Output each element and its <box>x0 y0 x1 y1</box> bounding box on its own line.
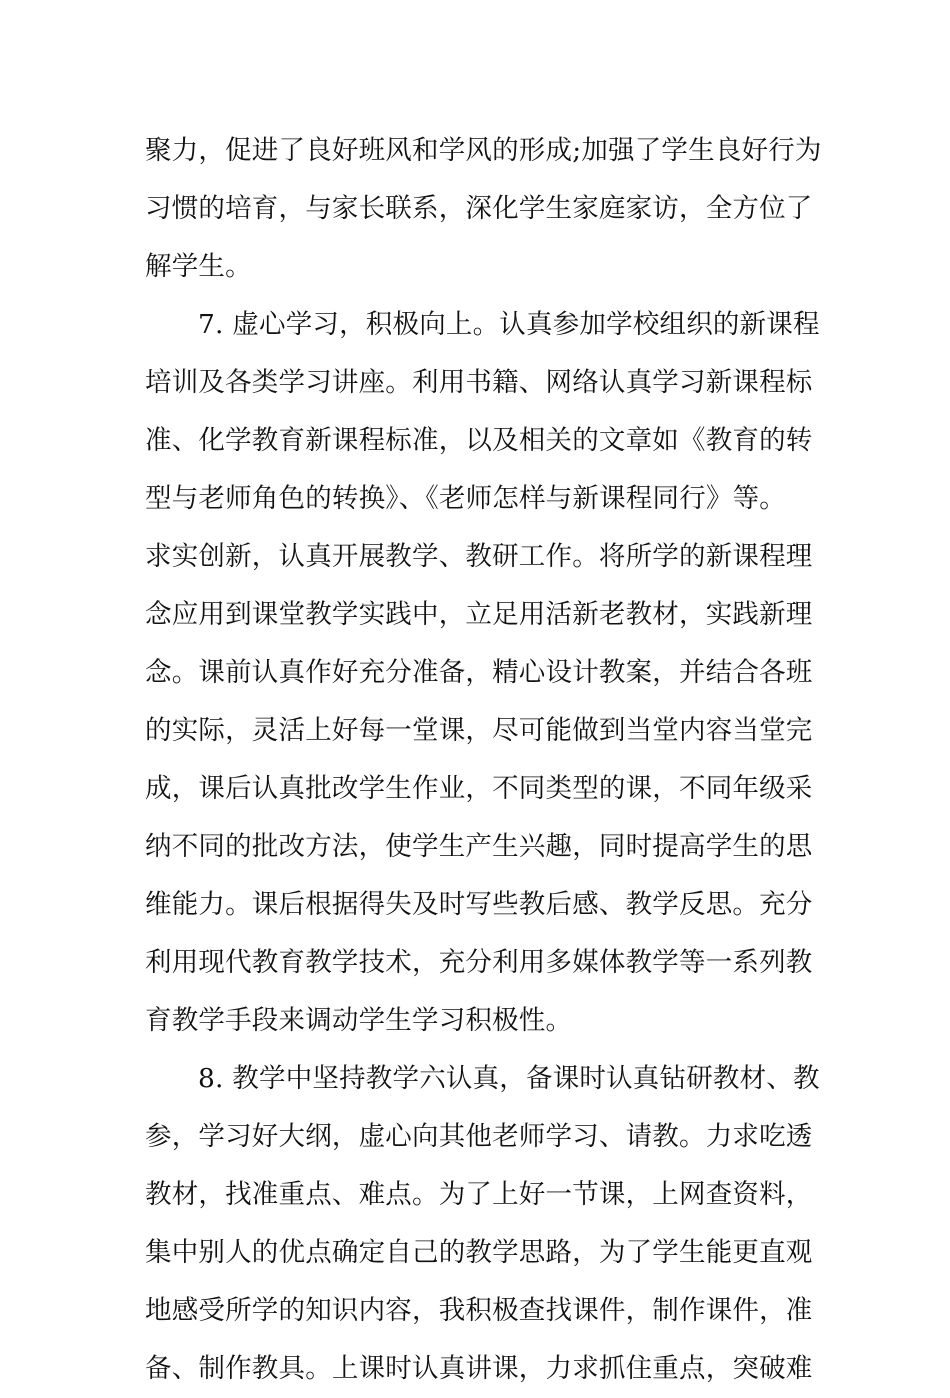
text-line: 7. 虚心学习，积极向上。认真参加学校组织的新课程 <box>198 309 820 340</box>
text-line: 地感受所学的知识内容，我积极查找课件，制作课件，准 <box>145 1295 813 1326</box>
text-line: 育教学手段来调动学生学习积极性。 <box>145 1005 573 1036</box>
text-line: 习惯的培育，与家长联系，深化学生家庭家访，全方位了 <box>145 193 813 224</box>
text-line: 8. 教学中坚持教学六认真，备课时认真钻研教材、教 <box>198 1063 820 1094</box>
text-line: 参，学习好大纲，虚心向其他老师学习、请教。力求吃透 <box>145 1121 813 1152</box>
text-line: 解学生。 <box>145 251 252 282</box>
text-line: 集中别人的优点确定自己的教学思路，为了学生能更直观 <box>145 1237 813 1268</box>
text-line: 成，课后认真批改学生作业，不同类型的课，不同年级采 <box>145 773 813 804</box>
text-line: 念。课前认真作好充分准备，精心设计教案，并结合各班 <box>145 657 813 688</box>
text-line: 备、制作教具。上课时认真讲课，力求抓住重点，突破难 <box>145 1353 813 1384</box>
text-line: 准、化学教育新课程标准，以及相关的文章如《教育的转 <box>145 425 813 456</box>
text-line: 念应用到课堂教学实践中，立足用活新老教材，实践新理 <box>145 599 813 630</box>
text-line: 维能力。课后根据得失及时写些教后感、教学反思。充分 <box>145 889 813 920</box>
text-line: 的实际，灵活上好每一堂课，尽可能做到当堂内容当堂完 <box>145 715 813 746</box>
body-text <box>145 122 822 1398</box>
text-line: 教材，找准重点、难点。为了上好一节课，上网查资料， <box>145 1179 813 1210</box>
text-line: 求实创新，认真开展教学、教研工作。将所学的新课程理 <box>145 541 813 572</box>
text-line: 聚力，促进了良好班风和学风的形成;加强了学生良好行为 <box>145 135 822 166</box>
text-line: 利用现代教育教学技术，充分利用多媒体教学等一系列教 <box>145 947 813 978</box>
text-line: 培训及各类学习讲座。利用书籍、网络认真学习新课程标 <box>145 367 813 398</box>
text-line: 型与老师角色的转换》、《老师怎样与新课程同行》等。 <box>145 483 786 514</box>
text-line: 纳不同的批改方法，使学生产生兴趣，同时提高学生的思 <box>145 831 813 862</box>
